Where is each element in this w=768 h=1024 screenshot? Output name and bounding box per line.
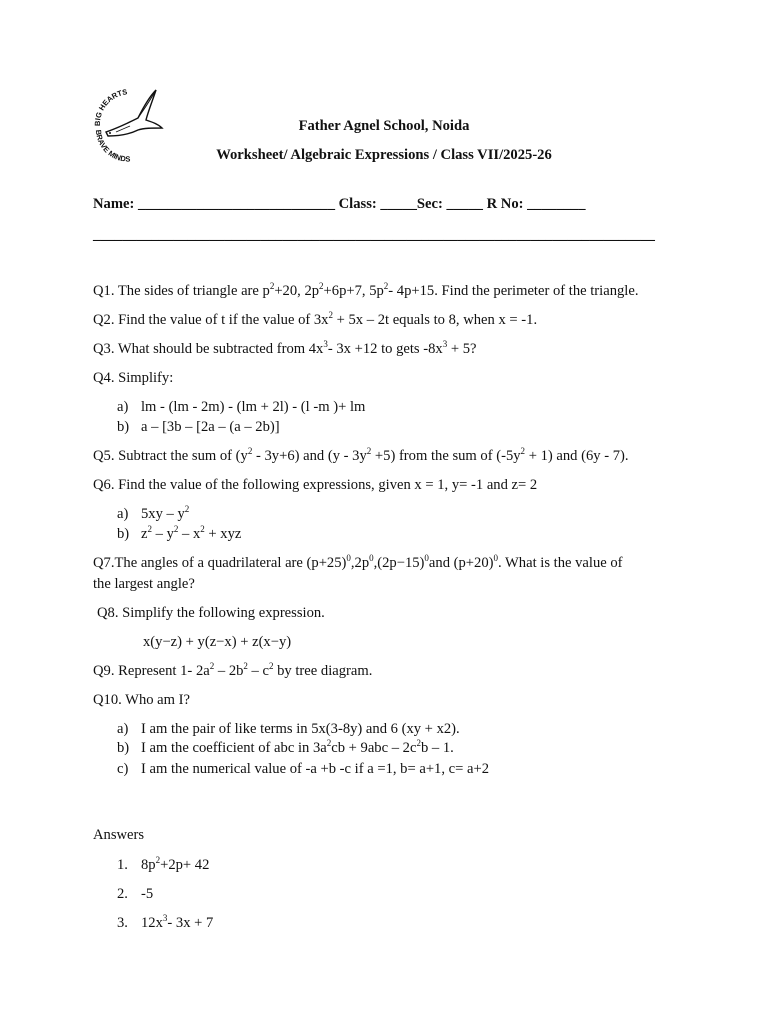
question-10a: I am the pair of like terms in 5x(3-8y) and 6 (xy + x2). bbox=[141, 721, 460, 737]
logo-top-text: BIG HEARTS bbox=[92, 87, 128, 127]
question-4a-marker: a) bbox=[117, 399, 129, 415]
school-name: Father Agnel School, Noida bbox=[298, 118, 470, 134]
question-7-continuation: the largest angle? bbox=[93, 576, 195, 592]
answer-2: -5 bbox=[141, 886, 154, 902]
question-10b-marker: b) bbox=[117, 740, 130, 756]
question-4b-marker: b) bbox=[117, 419, 130, 435]
question-9: Q9. Represent 1- $2a^2 - 2b^2 - c^2$ by tree diagram. bbox=[93, 661, 373, 679]
question-3: Q3. What should be subtracted from $4x^3-$ 3x +12 to gets $-8x^3 + 5$? bbox=[93, 339, 477, 357]
question-1: Q1. The sides of triangle are $p^2+20$, $2p^2+6p+7$, $5p^2-$ 4p+15. Find the perimeter of the triangle. bbox=[93, 281, 639, 299]
worksheet-title: Worksheet/ Algebraic Expressions / Class VII/2025-26 bbox=[216, 147, 552, 163]
answer-3-number: 3. bbox=[117, 915, 128, 931]
question-6a: $5xy - y^2$ bbox=[141, 504, 190, 522]
question-6b-marker: b) bbox=[117, 526, 130, 542]
question-4: Q4. Simplify: bbox=[93, 370, 174, 386]
divider-line: _____________________________________________________________________________ bbox=[93, 227, 655, 243]
question-8: Q8. Simplify the following expression. bbox=[97, 605, 325, 621]
question-6b: $z^2 - y^2 - x^2$ + xyz bbox=[141, 524, 242, 542]
answers-heading: Answers bbox=[93, 827, 145, 843]
question-4b: a – [3b – [2a – (a – 2b)] bbox=[141, 419, 280, 435]
question-7: Q7.The angles of a quadrilateral are $(p+25)^0,2p^0,(2p-15)^0and$ $(p+20)^0$. What is the value of bbox=[93, 553, 623, 571]
question-10b: I am the coefficient of abc in $3a^2cb + 9abc - 2c^2b - 1$. bbox=[141, 738, 454, 756]
question-5: Q5. Subtract the sum of $(y^2 - 3y+6)$ and $(y - 3y^2 +5)$ from the sum of $(-5y^2 + 1)$ and (6y - 7). bbox=[93, 446, 629, 464]
question-8-expression: x(y−z) + y(z−x) + z(x−y) bbox=[143, 634, 292, 650]
answer-1-number: 1. bbox=[117, 857, 128, 873]
student-info-line: Name: ___________________________ Class: _____Sec: _____ R No: ________ bbox=[93, 196, 586, 212]
question-10a-marker: a) bbox=[117, 721, 129, 737]
question-2: Q2. Find the value of t if the value of $3x^2 + 5x - 2t$ equals to 8, when x = -1. bbox=[93, 310, 538, 328]
answer-2-number: 2. bbox=[117, 886, 128, 902]
question-6a-marker: a) bbox=[117, 506, 129, 522]
question-10: Q10. Who am I? bbox=[93, 692, 190, 708]
question-6: Q6. Find the value of the following expressions, given x = 1, y= -1 and z= 2 bbox=[93, 477, 538, 493]
question-4a: lm - (lm - 2m) - (lm + 2l) - (l -m )+ lm bbox=[141, 399, 366, 415]
question-10c-marker: c) bbox=[117, 761, 129, 777]
answer-3: $12x^3-$ 3x + 7 bbox=[141, 913, 214, 931]
answer-1: $8p^2+2p+ 42$ bbox=[141, 855, 210, 873]
logo-bottom-text: BRAVE MINDS bbox=[93, 129, 131, 164]
question-10c: I am the numerical value of -a +b -c if a =1, b= a+1, c= a+2 bbox=[141, 761, 490, 777]
